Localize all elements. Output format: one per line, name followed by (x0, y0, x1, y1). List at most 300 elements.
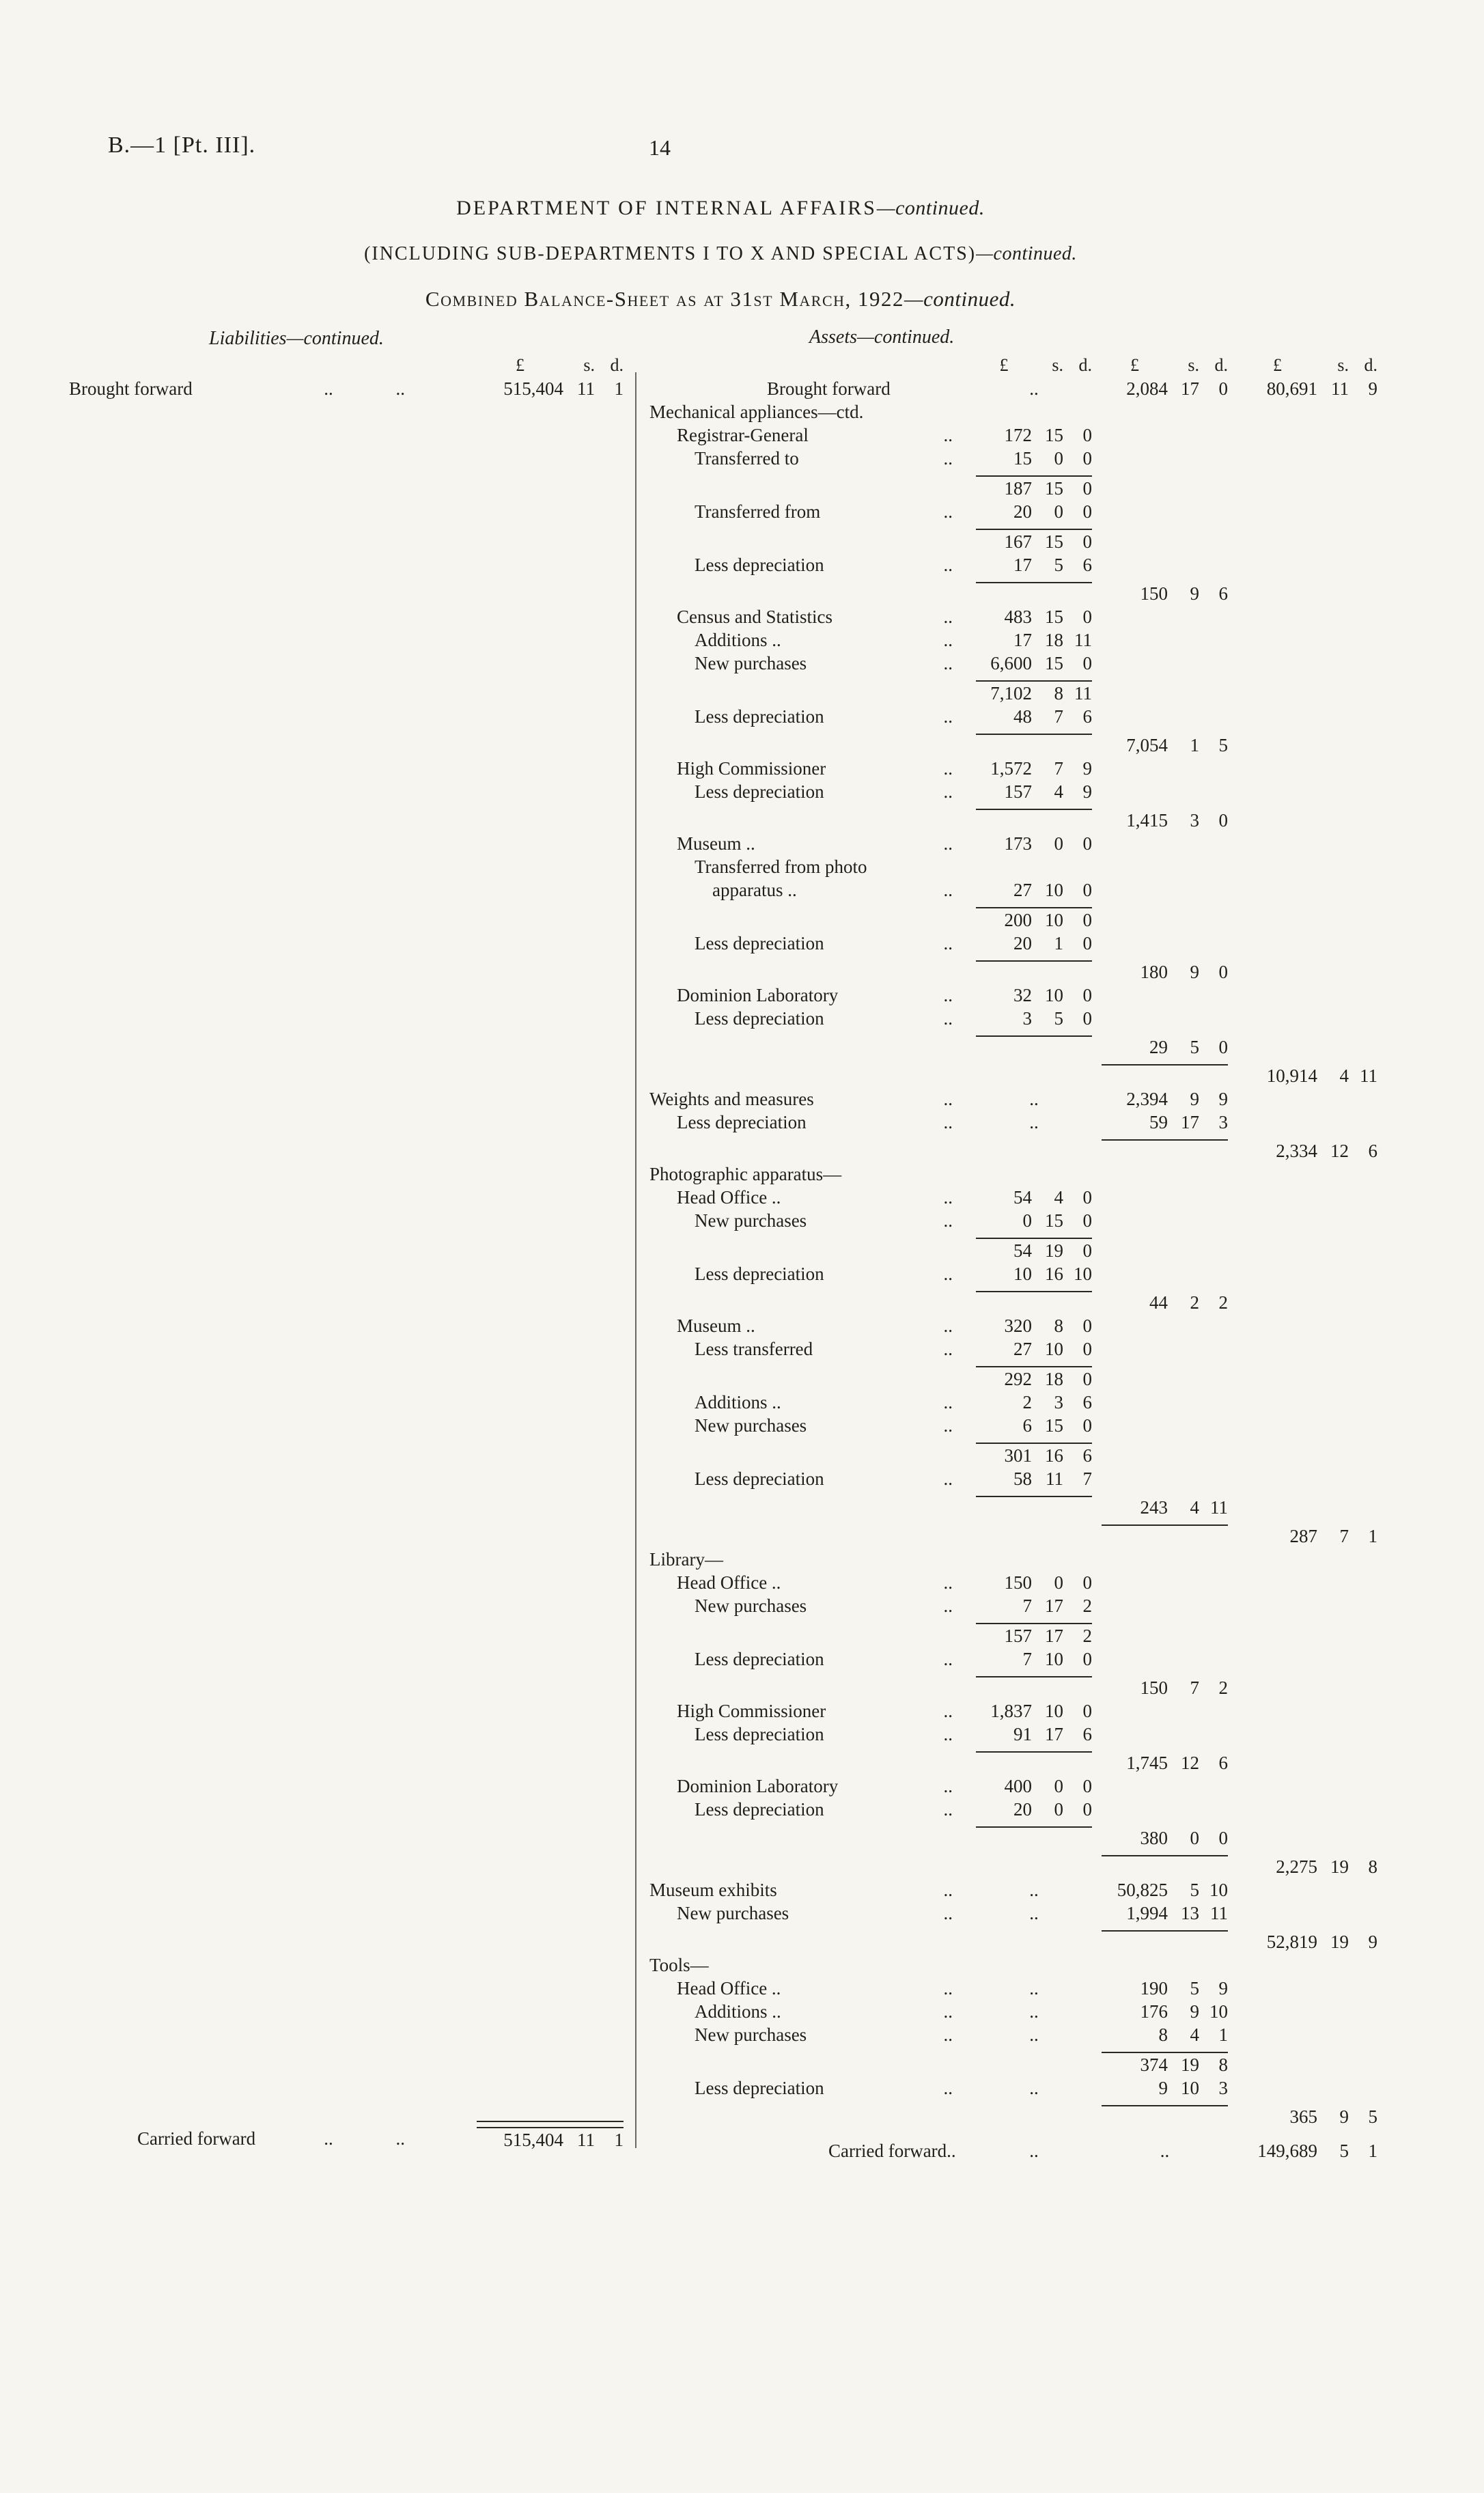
amount-col1 (976, 1647, 1092, 1671)
ledger-total-row (645, 2100, 1377, 2128)
shillings: 9 (1190, 962, 1199, 982)
amount-col1 (477, 354, 624, 377)
liabilities-ledger-column (65, 354, 624, 2151)
amount-col2 (1102, 1524, 1228, 1548)
amount-col2 (1102, 423, 1228, 447)
amount-col3 (1237, 2139, 1377, 2162)
pounds: 2,275 (1276, 1856, 1317, 1877)
amount-col1 (976, 1443, 1092, 1467)
leader-dots: .. (943, 1880, 953, 1900)
amount-col3 (1237, 1902, 1377, 1925)
amount-col1 (976, 1930, 1092, 1953)
leader-dots: .. (943, 607, 953, 627)
row-label-cell (645, 1496, 976, 1519)
amount-col3 (1237, 1262, 1377, 1285)
amount-col3 (1237, 1467, 1377, 1490)
pounds: 0 (1022, 1210, 1032, 1231)
amount-col3 (1237, 1774, 1377, 1798)
pounds: 7,102 (990, 683, 1032, 704)
pence: 5 (1218, 735, 1228, 755)
pence: 9 (1218, 1089, 1228, 1109)
amount-col1 (976, 2052, 1092, 2076)
amount-col2 (1102, 377, 1228, 400)
pence: 0 (1218, 378, 1228, 399)
amount-col3 (1237, 1524, 1377, 1548)
leader-dots: .. (943, 448, 953, 469)
leader-dots: .. (943, 833, 953, 854)
row-label: Census and Statistics (677, 607, 832, 627)
shillings: 0 (1054, 1572, 1063, 1593)
pence: 7 (1082, 1468, 1092, 1489)
pounds: 1,837 (990, 1701, 1032, 1721)
row-label-cell (645, 377, 976, 400)
row-label: Transferred from (695, 501, 821, 522)
pounds: 59 (1149, 1112, 1168, 1132)
row-label-cell (645, 1977, 976, 2000)
amount-col3 (1237, 1035, 1377, 1059)
pence: 0 (1082, 933, 1092, 953)
ledger-row (645, 1262, 1377, 1285)
amount-col2 (1102, 2105, 1228, 2128)
shillings: 10 (1045, 1339, 1063, 1359)
row-label: Registrar-General (677, 425, 809, 445)
amount-col3 (1237, 1676, 1377, 1699)
amount-col1: .. (1029, 1112, 1039, 1132)
amount-col1 (976, 1774, 1092, 1798)
pounds: 20 (1013, 933, 1032, 953)
row-label-cell (645, 1186, 976, 1209)
row-label: Brought forward (69, 378, 193, 399)
amount-col2 (1102, 628, 1228, 652)
amount-col2 (1102, 529, 1228, 553)
pence: 0 (1082, 1315, 1092, 1336)
row-label: Brought forward (767, 378, 891, 399)
row-label-cell (645, 447, 976, 470)
ledger-row (645, 1902, 1377, 1925)
ledger-total-row (645, 1361, 1377, 1391)
pence: 0 (1082, 1339, 1092, 1359)
ledger-row (645, 757, 1377, 780)
amount-col2 (1102, 1594, 1228, 1617)
amount-col2 (1102, 1467, 1228, 1490)
amount-col3 (1237, 1186, 1377, 1209)
shillings: 7 (1190, 1677, 1199, 1698)
row-label-cell (645, 529, 976, 553)
ledger-row (645, 1723, 1377, 1746)
amount-col3 (1237, 907, 1377, 932)
amount-col2 (1102, 605, 1228, 628)
row-label: Less depreciation (695, 706, 824, 727)
shillings: 9 (1339, 2106, 1349, 2127)
amount-col2 (1102, 1496, 1228, 1519)
amount-col1 (976, 855, 1092, 878)
amount-col1 (976, 1291, 1092, 1314)
assets-caption-text: Assets (809, 326, 857, 348)
row-label-cell (645, 809, 976, 832)
amount-col2 (1102, 1878, 1228, 1902)
amount-col2 (1102, 582, 1228, 605)
row-label: Additions .. (695, 1392, 781, 1412)
subdepartments-subtitle (0, 243, 1441, 265)
pence: 0 (1218, 810, 1228, 831)
row-label-cell (645, 1262, 976, 1285)
amount-col3 (1237, 1391, 1377, 1414)
pence: 0 (1082, 1415, 1092, 1436)
row-label: New purchases (695, 653, 807, 673)
ledger-total-row (645, 1925, 1377, 1953)
pence: 6 (1082, 706, 1092, 727)
ledger-row (645, 1953, 1377, 1977)
pounds: 7,054 (1126, 735, 1168, 755)
row-label-cell (645, 1826, 976, 1850)
leader-dots: .. (943, 1724, 953, 1744)
amount-col2 (1102, 1366, 1228, 1391)
row-label-cell (645, 1647, 976, 1671)
row-label: Less transferred (695, 1339, 813, 1359)
leader-dots: .. (943, 1701, 953, 1721)
pence: 1 (1218, 2024, 1228, 2045)
amount-col2 (1102, 1774, 1228, 1798)
department-title-continued: —continued. (876, 197, 985, 219)
amount-col3 (1237, 1443, 1377, 1467)
pounds: 8 (1158, 2024, 1168, 2045)
amount-col3 (1237, 1623, 1377, 1647)
row-label-cell (645, 2000, 976, 2023)
pence: d. (1364, 355, 1377, 375)
pence: 3 (1218, 1112, 1228, 1132)
row-label-cell (645, 1467, 976, 1490)
pounds: 50,825 (1117, 1880, 1168, 1900)
leader-dots: .. (943, 1572, 953, 1593)
amount-col3 (1237, 1855, 1377, 1878)
amount-col1: .. (1029, 2078, 1039, 2098)
row-label: Less depreciation (695, 781, 824, 802)
amount-col1 (976, 780, 1092, 803)
amount-col2 (1102, 960, 1228, 984)
amount-col2 (1102, 1291, 1228, 1314)
pence: 2 (1082, 1626, 1092, 1646)
amount-col1 (477, 2127, 624, 2151)
amount-col1: .. (1029, 2024, 1039, 2045)
amount-col1 (976, 984, 1092, 1007)
pence: 2 (1082, 1596, 1092, 1616)
amount-col2 (1102, 907, 1228, 932)
shillings: 18 (1045, 630, 1063, 650)
pounds: 7 (1022, 1649, 1032, 1669)
pounds: 52,819 (1266, 1932, 1317, 1952)
amount-col2 (1102, 757, 1228, 780)
pounds: 365 (1289, 2106, 1317, 2127)
shillings: 17 (1181, 1112, 1199, 1132)
amount-col3 (1237, 1647, 1377, 1671)
row-label-cell (645, 705, 976, 728)
amount-col3 (1237, 1496, 1377, 1519)
shillings: 4 (1054, 1187, 1063, 1208)
amount-col2 (1102, 932, 1228, 955)
ledger-row (645, 932, 1377, 955)
pence: 9 (1218, 1978, 1228, 1998)
pence: 11 (1074, 683, 1092, 704)
amount-col1 (976, 2105, 1092, 2128)
row-label: Less depreciation (695, 1799, 824, 1820)
amount-col2 (1102, 2052, 1228, 2076)
pence: 8 (1368, 1856, 1377, 1877)
document-reference: B.—1 [Pt. III]. (108, 133, 256, 158)
pence: 0 (1082, 1572, 1092, 1593)
row-label: Less depreciation (695, 1649, 824, 1669)
row-label-cell (645, 757, 976, 780)
leader-dots: .. (943, 1415, 953, 1436)
row-label-cell (645, 2105, 976, 2128)
ledger-row (645, 1209, 1377, 1232)
amount-col1 (976, 1623, 1092, 1647)
amount-col1 (976, 1826, 1092, 1850)
assets-caption (809, 326, 954, 348)
amount-col2 (1102, 1623, 1228, 1647)
row-label-cell (645, 1723, 976, 1746)
amount-col1 (976, 932, 1092, 955)
shillings: 16 (1045, 1445, 1063, 1466)
amount-col3 (1237, 582, 1377, 605)
amount-col2 (1102, 1238, 1228, 1262)
amount-col2 (1102, 984, 1228, 1007)
pounds: 243 (1140, 1497, 1168, 1518)
amount-col3 (1237, 447, 1377, 470)
shillings: 10 (1045, 985, 1063, 1005)
amount-col3 (1237, 832, 1377, 855)
amount-col1 (976, 1314, 1092, 1337)
row-label: Additions .. (695, 630, 781, 650)
pounds: 176 (1140, 2001, 1168, 2022)
row-label-cell (645, 1337, 976, 1361)
amount-col2 (1102, 1723, 1228, 1746)
ledger-total-row (645, 470, 1377, 500)
amount-col1 (976, 1676, 1092, 1699)
amount-col1 (976, 1414, 1092, 1437)
pounds: 44 (1149, 1292, 1168, 1313)
amount-col2 (1102, 1007, 1228, 1030)
pounds: 149,689 (1257, 2141, 1317, 2161)
shillings: 10 (1045, 1649, 1063, 1669)
balance-sheet-heading-text: Combined Balance-Sheet as at 31st March, 1922 (425, 287, 905, 311)
pence: 1 (614, 378, 624, 399)
ledger-row (645, 1111, 1377, 1134)
amount-col2 (1102, 680, 1228, 705)
pounds: 287 (1289, 1526, 1317, 1546)
pence: 1 (1368, 2141, 1377, 2161)
shillings: 1 (1190, 735, 1199, 755)
shillings: 2 (1190, 1292, 1199, 1313)
ledger-total-row (645, 1746, 1377, 1774)
row-label-cell (645, 500, 976, 523)
amount-col3 (1237, 680, 1377, 705)
ledger-row (645, 855, 1377, 878)
pounds: £ (999, 355, 1009, 375)
pence: 0 (1082, 1369, 1092, 1389)
pence: 0 (1082, 910, 1092, 930)
pence: 10 (1209, 2001, 1228, 2022)
shillings: 19 (1181, 2055, 1199, 2075)
pence: 3 (1218, 2078, 1228, 2098)
pence: 0 (1082, 1799, 1092, 1820)
amount-col1: .. (1029, 1903, 1039, 1923)
pence: 11 (1210, 1903, 1228, 1923)
amount-col3 (1237, 628, 1377, 652)
pounds: 9 (1158, 2078, 1168, 2098)
shillings: 15 (1045, 1415, 1063, 1436)
ledger-row (645, 1977, 1377, 2000)
row-label-cell (645, 932, 976, 955)
leader-dots: .. (943, 555, 953, 575)
pence: 0 (1218, 962, 1228, 982)
row-label-cell (645, 1953, 976, 1977)
row-label: High Commissioner (677, 758, 826, 779)
amount-col1 (976, 1337, 1092, 1361)
shillings: 0 (1054, 501, 1063, 522)
amount-col1 (976, 1723, 1092, 1746)
pence: 10 (1209, 1880, 1228, 1900)
shillings: 10 (1045, 910, 1063, 930)
pounds: 150 (1140, 583, 1168, 604)
row-label-cell (645, 680, 976, 705)
leader-dots: .. (943, 880, 953, 900)
ledger-row (645, 1186, 1377, 1209)
assets-ledger-column (645, 354, 1377, 2162)
pounds: 380 (1140, 1828, 1168, 1848)
amount-col3 (1237, 553, 1377, 576)
amount-col1 (976, 1699, 1092, 1723)
amount-col2 (1102, 1855, 1228, 1878)
amount-col1 (976, 553, 1092, 576)
leader-dots: .. (943, 2001, 953, 2022)
pounds: 2,084 (1126, 378, 1168, 399)
amount-col3 (1237, 1548, 1377, 1571)
amount-col1 (976, 1238, 1092, 1262)
shillings: 19 (1330, 1932, 1349, 1952)
pounds: 1,994 (1126, 1903, 1168, 1923)
pence: 11 (1074, 630, 1092, 650)
row-label-cell (645, 878, 976, 902)
amount-col2 (1102, 1262, 1228, 1285)
ledger-total-row (645, 803, 1377, 832)
shillings: 12 (1181, 1753, 1199, 1773)
amount-col1 (976, 680, 1092, 705)
ledger-row (645, 705, 1377, 728)
row-label: Photographic apparatus— (649, 1164, 842, 1184)
amount-col1 (976, 652, 1092, 675)
pounds: 2 (1022, 1392, 1032, 1412)
pounds: 27 (1013, 1339, 1032, 1359)
ledger-total-row (645, 1519, 1377, 1548)
amount-col3 (1237, 529, 1377, 553)
amount-col3 (1237, 1751, 1377, 1774)
ledger-total-row (645, 955, 1377, 984)
row-label: Library— (649, 1549, 723, 1570)
ledger-row (645, 832, 1377, 855)
shillings: 11 (1046, 1468, 1063, 1489)
row-label: Less depreciation (695, 2078, 824, 2098)
ledger-row (645, 652, 1377, 675)
ledger-total-row (645, 1232, 1377, 1262)
pounds: 1,415 (1126, 810, 1168, 831)
amount-col1 (976, 605, 1092, 628)
shillings: 10 (1181, 2078, 1199, 2098)
row-label-cell (645, 475, 976, 500)
shillings: 1 (1054, 933, 1063, 953)
row-label-cell (65, 377, 477, 400)
amount-col3 (1237, 605, 1377, 628)
pounds: 173 (1004, 833, 1032, 854)
row-label-cell (645, 1035, 976, 1059)
ledger-row (645, 605, 1377, 628)
pounds: 150 (1004, 1572, 1032, 1593)
amount-col2 (1102, 1699, 1228, 1723)
pence: 6 (1082, 1392, 1092, 1412)
row-label-cell (645, 1366, 976, 1391)
row-label: Transferred from photo (695, 856, 867, 877)
leader-dots: .. (943, 1596, 953, 1616)
pence: 0 (1082, 607, 1092, 627)
leader-dots: .. (943, 1210, 953, 1231)
row-label-cell (645, 832, 976, 855)
ledger-row (645, 878, 1377, 902)
leader-dots: .. (943, 2078, 953, 2098)
ledger-row (645, 1548, 1377, 1571)
amount-col2 (1102, 1751, 1228, 1774)
ledger-row (645, 1007, 1377, 1030)
row-label: Museum .. (677, 833, 755, 854)
pounds: 187 (1004, 478, 1032, 499)
amount-col2 (1102, 1111, 1228, 1134)
leader-dots: .. (943, 1776, 953, 1796)
amount-col1 (976, 1524, 1092, 1548)
amount-col3 (1237, 855, 1377, 878)
pounds: 54 (1013, 1187, 1032, 1208)
row-label-cell (645, 423, 976, 447)
amount-col1 (976, 1162, 1092, 1186)
amount-col2 (1102, 1930, 1228, 1953)
amount-col2 (1102, 1798, 1228, 1821)
amount-col2 (1102, 734, 1228, 757)
ledger-row (645, 553, 1377, 576)
amount-col1: .. (1029, 2141, 1039, 2161)
ledger-row (645, 2000, 1377, 2023)
row-label-cell (645, 1007, 976, 1030)
amount-col2 (1102, 878, 1228, 902)
shillings: 9 (1190, 2001, 1199, 2022)
row-label: apparatus .. (712, 880, 797, 900)
row-label: Head Office .. (677, 1572, 781, 1593)
amount-col3 (1237, 932, 1377, 955)
pounds: 400 (1004, 1776, 1032, 1796)
pounds: 292 (1004, 1369, 1032, 1389)
pounds: 167 (1004, 531, 1032, 552)
leader-dots: .. (943, 1089, 953, 1109)
row-label-cell (65, 2127, 477, 2151)
shillings: 5 (1054, 555, 1063, 575)
amount-col3 (1237, 984, 1377, 1007)
amount-col2 (1102, 1571, 1228, 1594)
pounds: 17 (1013, 555, 1032, 575)
assets-caption-continued: —continued. (857, 326, 955, 348)
amount-col3 (1237, 2076, 1377, 2100)
amount-col1 (976, 1594, 1092, 1617)
amount-col3 (1237, 1723, 1377, 1746)
pence: 0 (1082, 985, 1092, 1005)
ledger-row (645, 2076, 1377, 2100)
row-label-cell (645, 1238, 976, 1262)
row-label-cell (645, 1162, 976, 1186)
